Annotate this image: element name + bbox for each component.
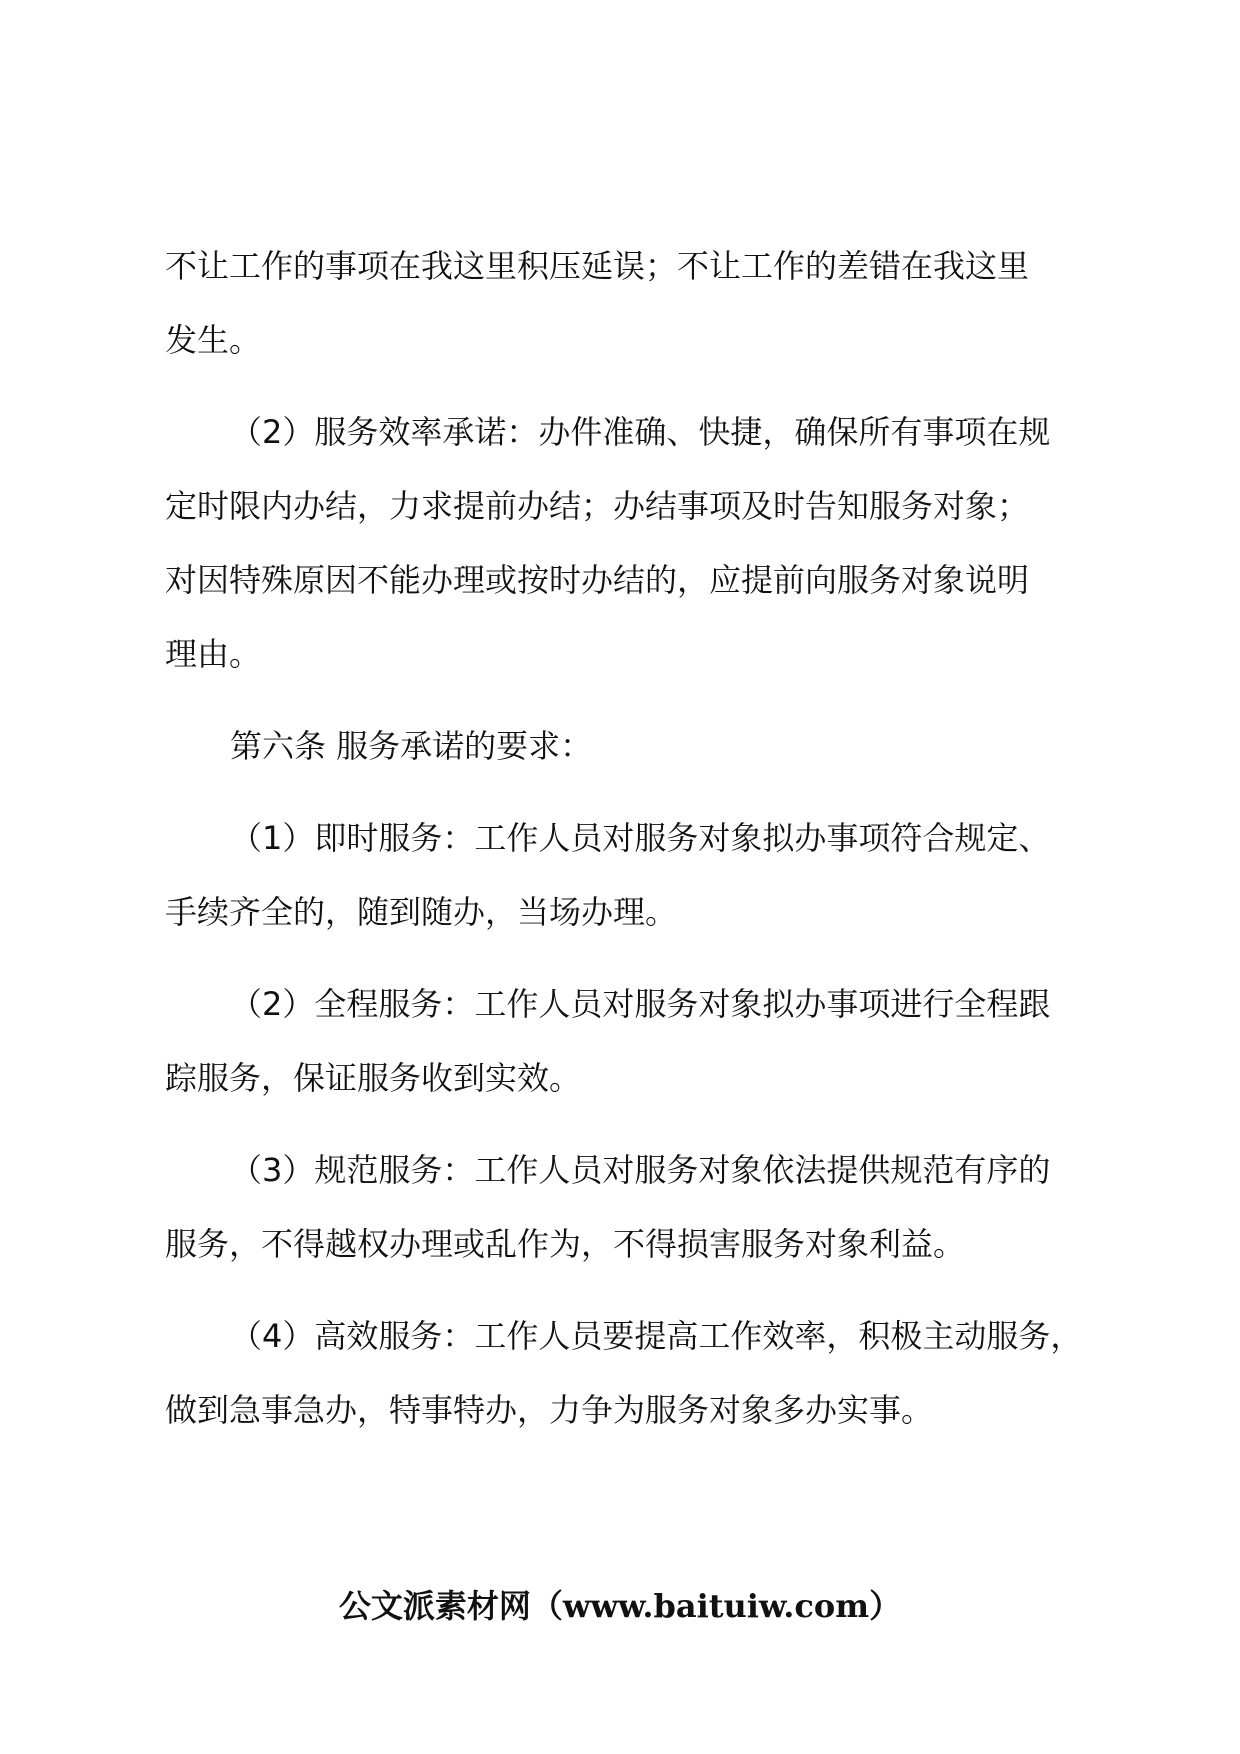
body-line-4: 定时限内办结，力求提前办结；办结事项及时告知服务对象； <box>165 487 1030 525</box>
body-line-14: （4）高效服务：工作人员要提高工作效率，积极主动服务， <box>230 1317 1083 1355</box>
body-line-10: （2）全程服务：工作人员对服务对象拟办事项进行全程跟 <box>230 985 1051 1023</box>
body-line-15: 做到急事急办，特事特办，力争为服务对象多办实事。 <box>165 1391 934 1429</box>
body-line-13: 服务，不得越权办理或乱作为，不得损害服务对象利益。 <box>165 1225 966 1263</box>
footer-source: 公文派素材网（www.baituiw.com） <box>338 1587 902 1625</box>
body-line-2: 发生。 <box>165 321 262 359</box>
body-line-11: 踪服务，保证服务收到实效。 <box>165 1059 582 1097</box>
body-line-1: 不让工作的事项在我这里积压延误；不让工作的差错在我这里 <box>165 247 1030 285</box>
body-line-3: （2）服务效率承诺：办件准确、快捷，确保所有事项在规 <box>230 413 1051 451</box>
article-heading: 第六条 服务承诺的要求： <box>230 727 593 765</box>
body-line-6: 理由。 <box>165 635 262 673</box>
body-line-8: （1）即时服务：工作人员对服务对象拟办事项符合规定、 <box>230 819 1051 857</box>
body-line-9: 手续齐全的，随到随办，当场办理。 <box>165 893 678 931</box>
body-line-12: （3）规范服务：工作人员对服务对象依法提供规范有序的 <box>230 1151 1051 1189</box>
body-line-5: 对因特殊原因不能办理或按时办结的，应提前向服务对象说明 <box>165 561 1030 599</box>
